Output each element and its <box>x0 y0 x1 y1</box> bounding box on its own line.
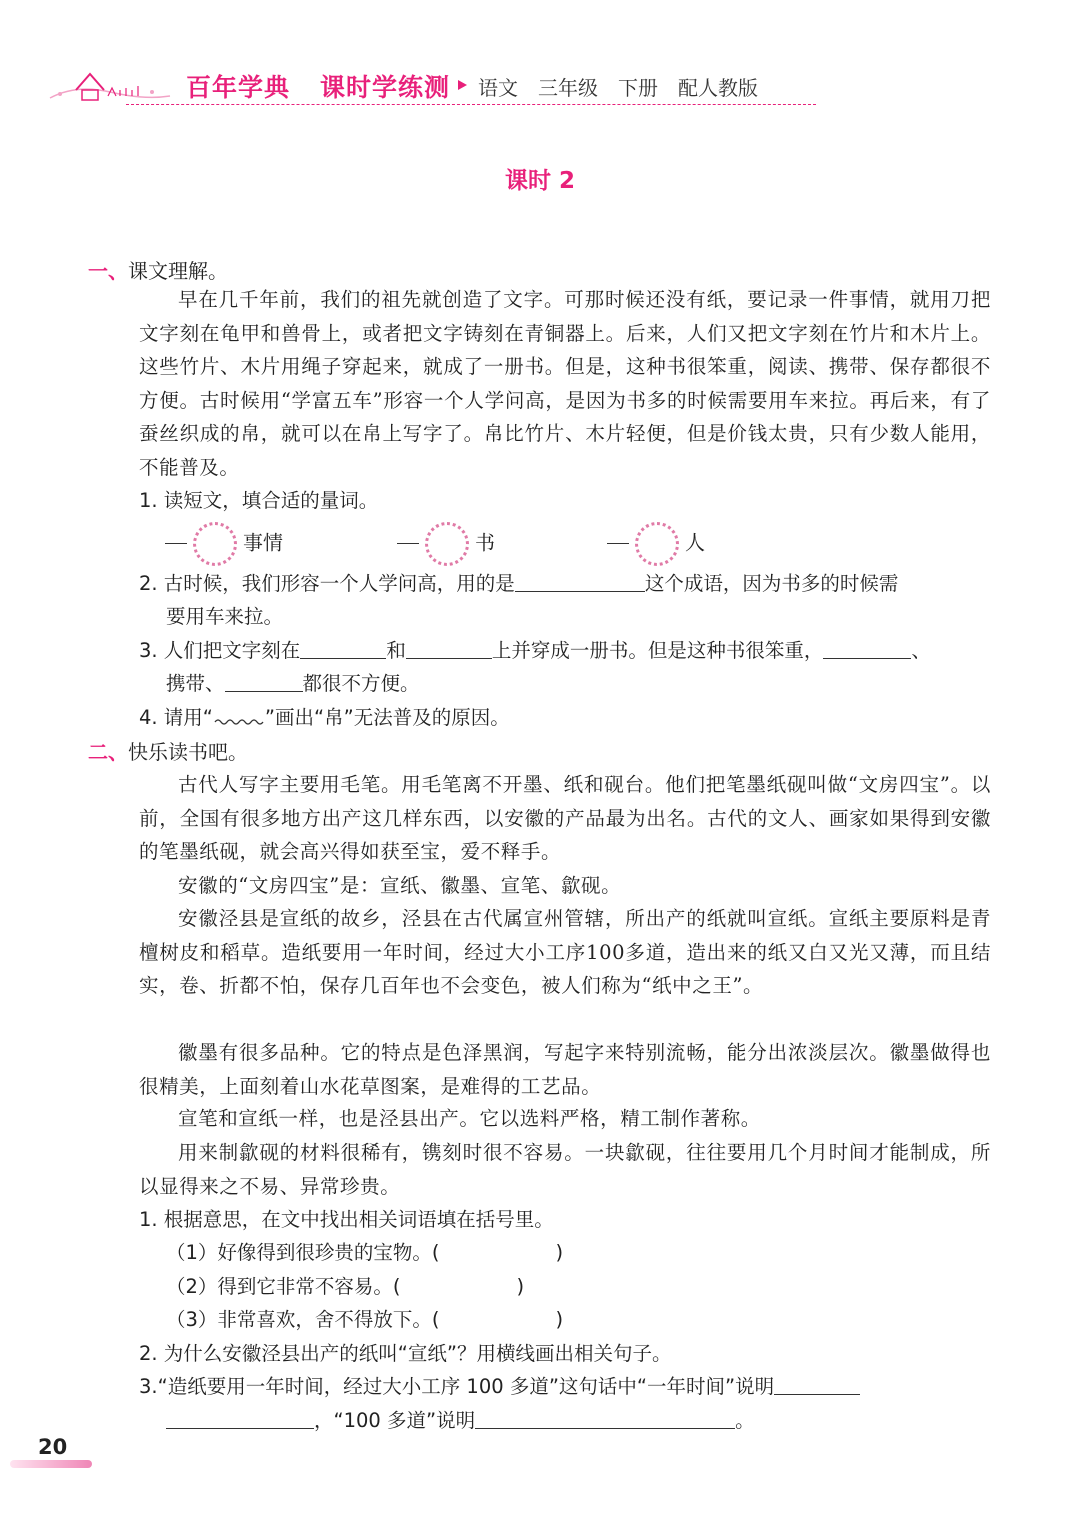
answer-blank[interactable] <box>515 569 645 592</box>
answer-blank[interactable] <box>166 1406 314 1429</box>
section-1-heading <box>88 255 228 284</box>
page-header <box>40 60 758 110</box>
answer-circle[interactable] <box>425 522 469 566</box>
dash <box>607 543 629 544</box>
s2-q1-item <box>166 1303 563 1336</box>
section-2-heading <box>88 736 248 765</box>
close-paren: ) <box>555 1308 564 1331</box>
s2-q1-item <box>166 1236 563 1269</box>
answer-circle[interactable] <box>635 522 679 566</box>
wavy-underline-icon <box>213 713 265 727</box>
s2-paragraph-4: 徽墨有很多品种。它的特点是色泽黑润，写起字来特别流畅，能分出浓淡层次。徽墨做得也很精美，上面刻着山水花草图案，是难得的工艺品。 <box>139 1041 991 1098</box>
dash <box>165 543 187 544</box>
answer-blank[interactable] <box>300 636 386 659</box>
s1-question-3-cont <box>166 667 420 700</box>
s2-question-3 <box>139 1370 860 1403</box>
s1-question-1: 1. 读短文，填合适的量词。 <box>139 489 379 512</box>
s2-q3b-end: 。 <box>735 1409 755 1432</box>
answer-blank[interactable] <box>823 636 911 659</box>
section-2-number: 二、 <box>88 740 128 764</box>
brand-name: 百年学典 <box>186 73 291 102</box>
s2-question-2: 2. 为什么安徽泾县出产的纸叫“宣纸”？用横线画出相关句子。 <box>139 1342 672 1365</box>
measure-item-noun: 人 <box>685 530 705 555</box>
s2-q1-item-text: （1）好像得到很珍贵的宝物。( <box>166 1241 440 1264</box>
s2-question-3-cont <box>166 1404 755 1437</box>
s1-question-3 <box>139 634 931 667</box>
section-1-title: 课文理解。 <box>128 259 228 283</box>
q3-text-1: 3. 人们把文字刻在 <box>139 639 301 662</box>
close-paren: ) <box>555 1241 564 1264</box>
series-name: 课时学练测 <box>320 73 451 102</box>
section-1-number: 一、 <box>88 259 128 283</box>
s1-question-2-cont: 要用车来拉。 <box>166 605 284 628</box>
subject-info: 语文 三年级 下册 配人教版 <box>478 76 758 100</box>
s2-q1-item-text: （3）非常喜欢，舍不得放下。( <box>166 1308 440 1331</box>
measure-item <box>397 522 495 566</box>
measure-item <box>165 522 283 566</box>
s2-q3b-text: ，“100 多道”说明 <box>314 1409 476 1432</box>
s2-paragraph-2: 安徽的“文房四宝”是：宣纸、徽墨、宣笔、歙砚。 <box>178 874 622 897</box>
s2-paragraph-3: 安徽泾县是宣纸的故乡，泾县在古代属宣州管辖，所出产的纸就叫宣纸。宣纸主要原料是青檀树皮和稻草。造纸要用一年时间，经过大小工序100多道，造出来的纸又白又光又薄，而且结实，卷、折都不怕，保存几百年也不会变色，被人们称为“纸中之王”。 <box>139 907 991 997</box>
q3b-text-1: 携带、 <box>166 672 225 695</box>
arrow-icon <box>458 80 467 90</box>
measure-item-noun: 书 <box>475 530 495 555</box>
q3-text-4: 、 <box>911 639 931 662</box>
q4-text-end: ”画出“帛”无法普及的原因。 <box>264 706 510 729</box>
page-number-bar <box>10 1460 92 1468</box>
q2-text-end: 这个成语，因为书多的时候需 <box>644 572 899 595</box>
q3-text-2: 和 <box>386 639 406 662</box>
lesson-title: 课时 2 <box>504 168 575 194</box>
s2-paragraph-5: 宣笔和宣纸一样，也是泾县出产。它以选料严格，精工制作著称。 <box>178 1107 761 1130</box>
answer-blank[interactable] <box>406 636 492 659</box>
s2-paragraph-1: 古代人写字主要用毛笔。用毛笔离不开墨、纸和砚台。他们把笔墨纸砚叫做“文房四宝”。以前，全国有很多地方出产这几样东西，以安徽的产品最为出名。古代的文人、画家如果得到安徽的笔墨纸砚，就会高兴得如获至宝，爱不释手。 <box>139 773 991 863</box>
answer-circle[interactable] <box>193 522 237 566</box>
answer-blank[interactable] <box>225 669 303 692</box>
page-number: 20 <box>38 1435 68 1459</box>
section-2-title: 快乐读书吧。 <box>128 740 248 764</box>
measure-item <box>607 522 705 566</box>
s2-q3-text: 3.“造纸要用一年时间，经过大小工序 100 多道”这句话中“一年时间”说明 <box>139 1375 775 1398</box>
dash <box>397 543 419 544</box>
q3b-text-2: 都很不方便。 <box>302 672 420 695</box>
measure-item-noun: 事情 <box>243 530 283 555</box>
answer-blank[interactable] <box>475 1406 735 1429</box>
answer-blank[interactable] <box>774 1372 860 1395</box>
s1-question-4 <box>139 701 510 734</box>
q2-text-start: 2. 古时候，我们形容一个人学问高，用的是 <box>139 572 515 595</box>
section-1-passage: 早在几千年前，我们的祖先就创造了文字。可那时候还没有纸，要记录一件事情，就用刀把文字刻在龟甲和兽骨上，或者把文字铸刻在青铜器上。后来，人们又把文字刻在竹片和木片上。这些竹片、木片用绳子穿起来，就成了一册书。但是，这种书很笨重，阅读、携带、保存都很不方便。古时候用“学富五车”形容一个人学问高，是因为书多的时候需要用车来拉。再后来，有了蚕丝织成的帛，就可以在帛上写字了。帛比竹片、木片轻便，但是价钱太贵，只有少数人能用，不能普及。 <box>139 288 991 479</box>
header-divider <box>126 104 816 105</box>
s2-paragraph-6: 用来制歙砚的材料很稀有，镌刻时很不容易。一块歙砚，往往要用几个月时间才能制成，所以显得来之不易、异常珍贵。 <box>139 1141 991 1198</box>
q3-text-3: 上并穿成一册书。但是这种书很笨重， <box>491 639 824 662</box>
close-paren: ) <box>516 1275 525 1298</box>
s1-question-2 <box>139 567 898 600</box>
house-logo-icon <box>46 62 174 104</box>
s2-question-1: 1. 根据意思，在文中找出相关词语填在括号里。 <box>139 1208 554 1231</box>
q4-text-start: 4. 请用“ <box>139 706 213 729</box>
s2-q1-item <box>166 1270 524 1303</box>
measure-word-row <box>165 522 865 562</box>
s2-q1-item-text: （2）得到它非常不容易。( <box>166 1275 401 1298</box>
